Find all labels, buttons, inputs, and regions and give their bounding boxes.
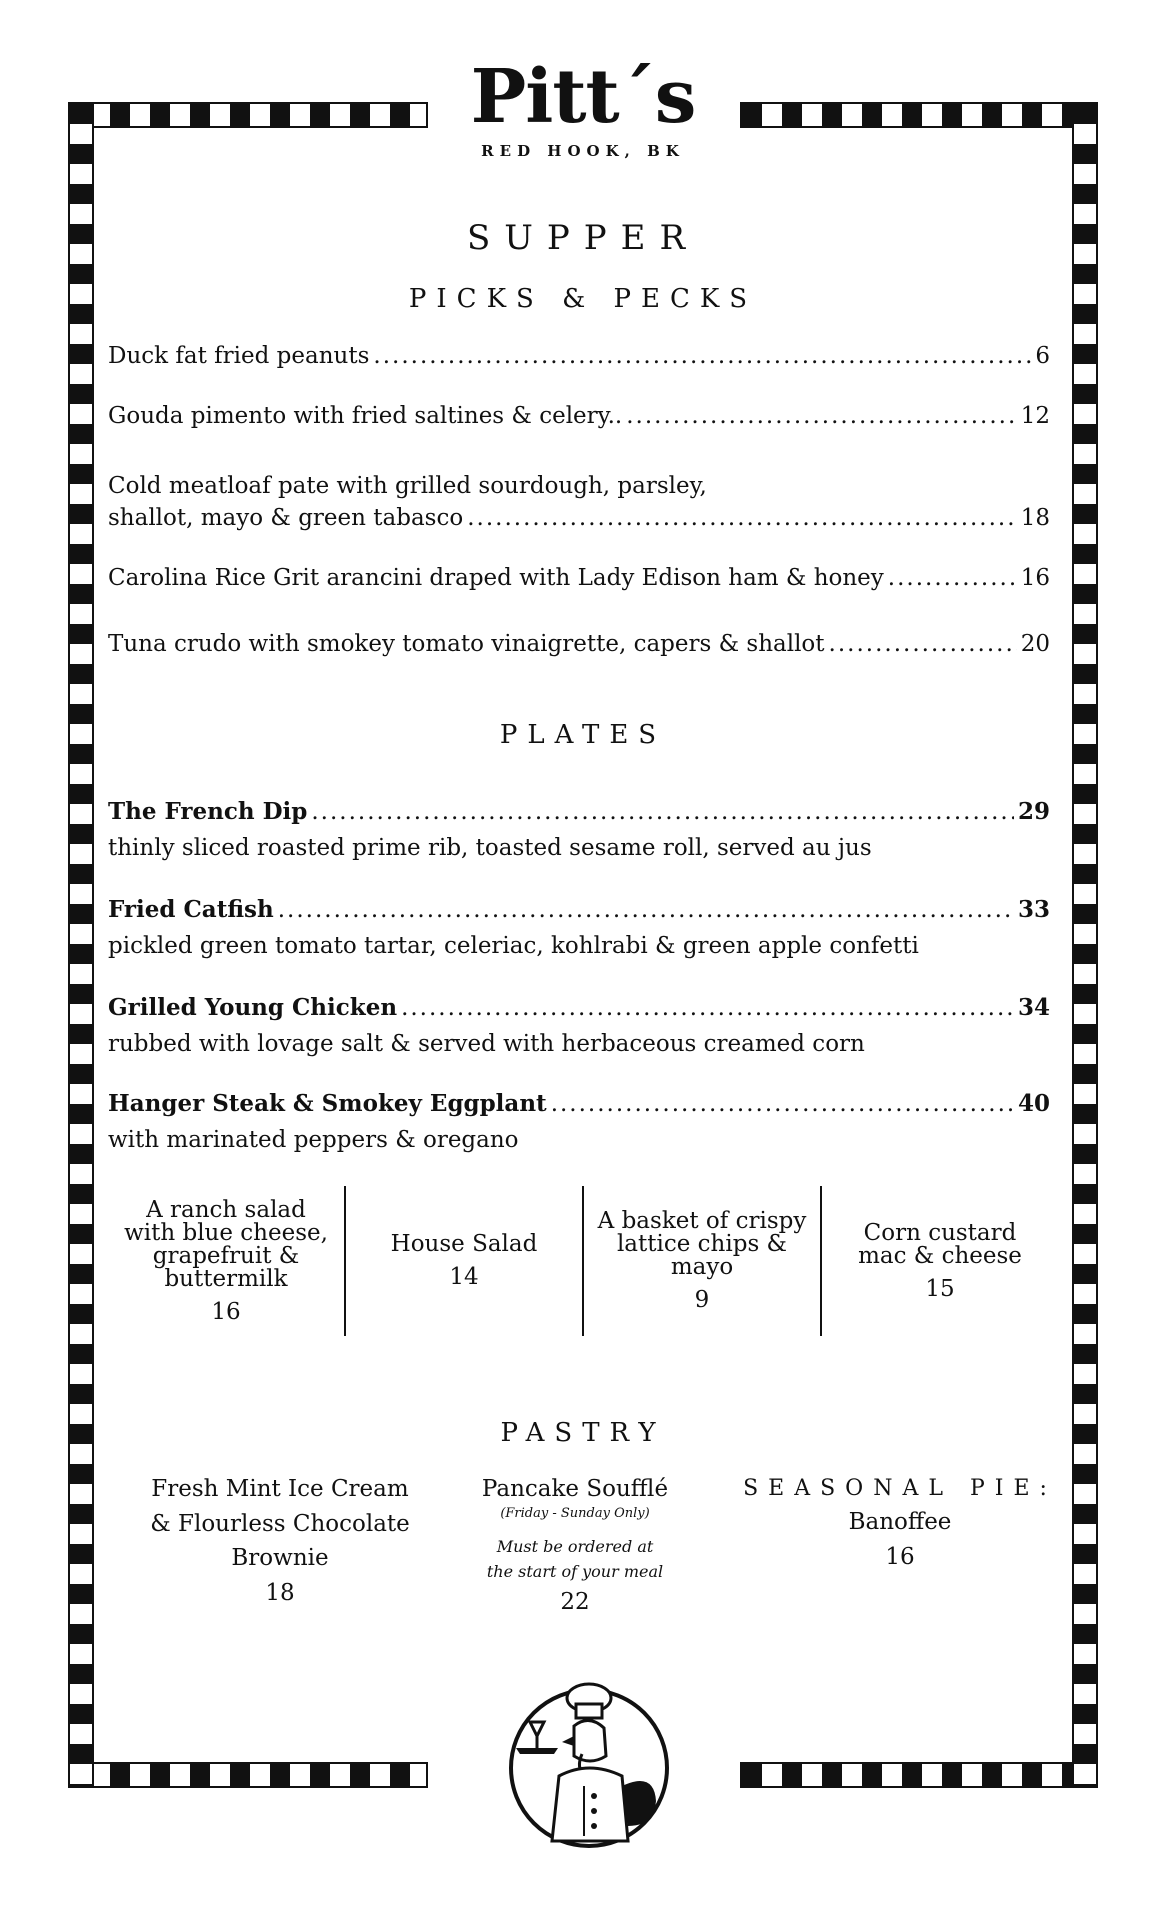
menu-item xyxy=(108,470,1050,534)
plate-name: Fried Catfish xyxy=(108,896,274,923)
brand-location: RED HOOK, BK xyxy=(481,142,685,160)
leader-dots xyxy=(626,400,1016,432)
pastry-price: 22 xyxy=(560,1588,590,1615)
border-right xyxy=(1072,102,1098,1788)
plate-price: 40 xyxy=(1017,1090,1050,1117)
leader-dots xyxy=(467,502,1017,534)
item-name: Duck fat fried peanuts xyxy=(108,343,370,369)
menu-item xyxy=(108,340,1050,372)
plate-item xyxy=(108,1088,1050,1156)
leader-dots xyxy=(888,562,1017,594)
sides-row xyxy=(108,1186,1058,1336)
item-price: 18 xyxy=(1020,505,1050,532)
pastry-item xyxy=(445,1472,705,1619)
side-item xyxy=(584,1186,820,1336)
pastry-line: & Flourless Chocolate xyxy=(150,1510,410,1537)
item-name-line2: shallot, mayo & green tabasco xyxy=(108,505,464,532)
plate-item xyxy=(108,894,1050,962)
side-line: A basket of crispy xyxy=(597,1208,807,1234)
brand-name: Pitt´s xyxy=(470,54,696,140)
plate-price: 29 xyxy=(1017,798,1050,825)
side-price: 14 xyxy=(449,1264,479,1290)
menu-item xyxy=(108,562,1050,594)
leader-dots xyxy=(551,1088,1014,1120)
plate-item xyxy=(108,796,1050,864)
menu-title: SUPPER xyxy=(466,218,700,258)
plate-price: 33 xyxy=(1017,896,1050,923)
item-name: Gouda pimento with fried saltines & celery.. xyxy=(108,403,623,429)
pastry-line: Brownie xyxy=(231,1545,329,1571)
pastry-line: Fresh Mint Ice Cream xyxy=(151,1476,409,1502)
pastry-availability: (Friday - Sunday Only) xyxy=(500,1505,650,1521)
border-top-right xyxy=(740,102,1098,128)
item-price: 20 xyxy=(1020,631,1050,657)
side-line: lattice chips & xyxy=(616,1231,788,1257)
side-price: 9 xyxy=(694,1287,710,1313)
plate-description: thinly sliced roasted prime rib, toasted sesame roll, served au jus xyxy=(108,835,872,862)
border-bottom-left xyxy=(68,1762,428,1788)
plate-name: The French Dip xyxy=(108,798,308,825)
pastry-name: Pancake Soufflé xyxy=(481,1476,669,1502)
item-name: Tuna crudo with smokey tomato vinaigrette, capers & shallot xyxy=(108,631,825,657)
side-line: with blue cheese, xyxy=(124,1219,328,1246)
side-line: mac & cheese xyxy=(858,1242,1022,1269)
pastry-note: the start of your meal xyxy=(486,1562,664,1582)
side-line: grapefruit & xyxy=(152,1242,300,1269)
plate-price: 34 xyxy=(1017,994,1050,1021)
side-line: mayo xyxy=(670,1254,734,1280)
leader-dots xyxy=(401,992,1014,1024)
pastry-item xyxy=(130,1472,430,1610)
brand-logo xyxy=(433,54,733,160)
leader-dots xyxy=(373,340,1031,372)
item-price: 6 xyxy=(1035,343,1050,369)
side-item xyxy=(108,1186,344,1336)
rooster-chef-icon xyxy=(504,1676,674,1851)
side-line: buttermilk xyxy=(164,1265,288,1292)
item-name-line1: Cold meatloaf pate with grilled sourdough, parsley, xyxy=(108,473,707,499)
item-price: 12 xyxy=(1020,403,1050,429)
side-item xyxy=(346,1186,582,1336)
side-line: A ranch salad xyxy=(146,1196,306,1223)
plate-item xyxy=(108,992,1050,1060)
border-bottom-right xyxy=(740,1762,1098,1788)
leader-dots xyxy=(278,894,1014,926)
picks-section-title: PICKS & PECKS xyxy=(408,284,758,314)
menu-item xyxy=(108,628,1050,660)
plate-name: Grilled Young Chicken xyxy=(108,994,398,1021)
leader-dots xyxy=(829,628,1017,660)
side-price: 16 xyxy=(211,1298,241,1325)
side-line: Corn custard xyxy=(863,1219,1017,1246)
pastry-price: 18 xyxy=(265,1579,295,1606)
pastry-item xyxy=(740,1472,1060,1574)
pastry-name: Banoffee xyxy=(848,1509,952,1535)
menu-item xyxy=(108,400,1050,432)
pastry-price: 16 xyxy=(885,1543,915,1570)
plate-description: pickled green tomato tartar, celeriac, kohlrabi & green apple confetti xyxy=(108,933,919,960)
seasonal-pie-label: SEASONAL PIE: xyxy=(743,1476,1057,1501)
item-price: 16 xyxy=(1020,565,1050,591)
side-line: House Salad xyxy=(390,1231,538,1257)
border-left xyxy=(68,102,94,1788)
border-top-left xyxy=(68,102,428,128)
plate-name: Hanger Steak & Smokey Eggplant xyxy=(108,1090,547,1117)
pastry-note: Must be ordered at xyxy=(496,1536,654,1556)
plate-description: with marinated peppers & oregano xyxy=(108,1127,519,1154)
plates-section-title: PLATES xyxy=(499,720,667,750)
pastry-section-title: PASTRY xyxy=(500,1418,666,1448)
side-item xyxy=(822,1186,1058,1336)
leader-dots xyxy=(311,796,1014,828)
plate-description: rubbed with lovage salt & served with herbaceous creamed corn xyxy=(108,1031,865,1058)
item-name: Carolina Rice Grit arancini draped with Lady Edison ham & honey xyxy=(108,565,884,591)
side-price: 15 xyxy=(925,1275,955,1302)
